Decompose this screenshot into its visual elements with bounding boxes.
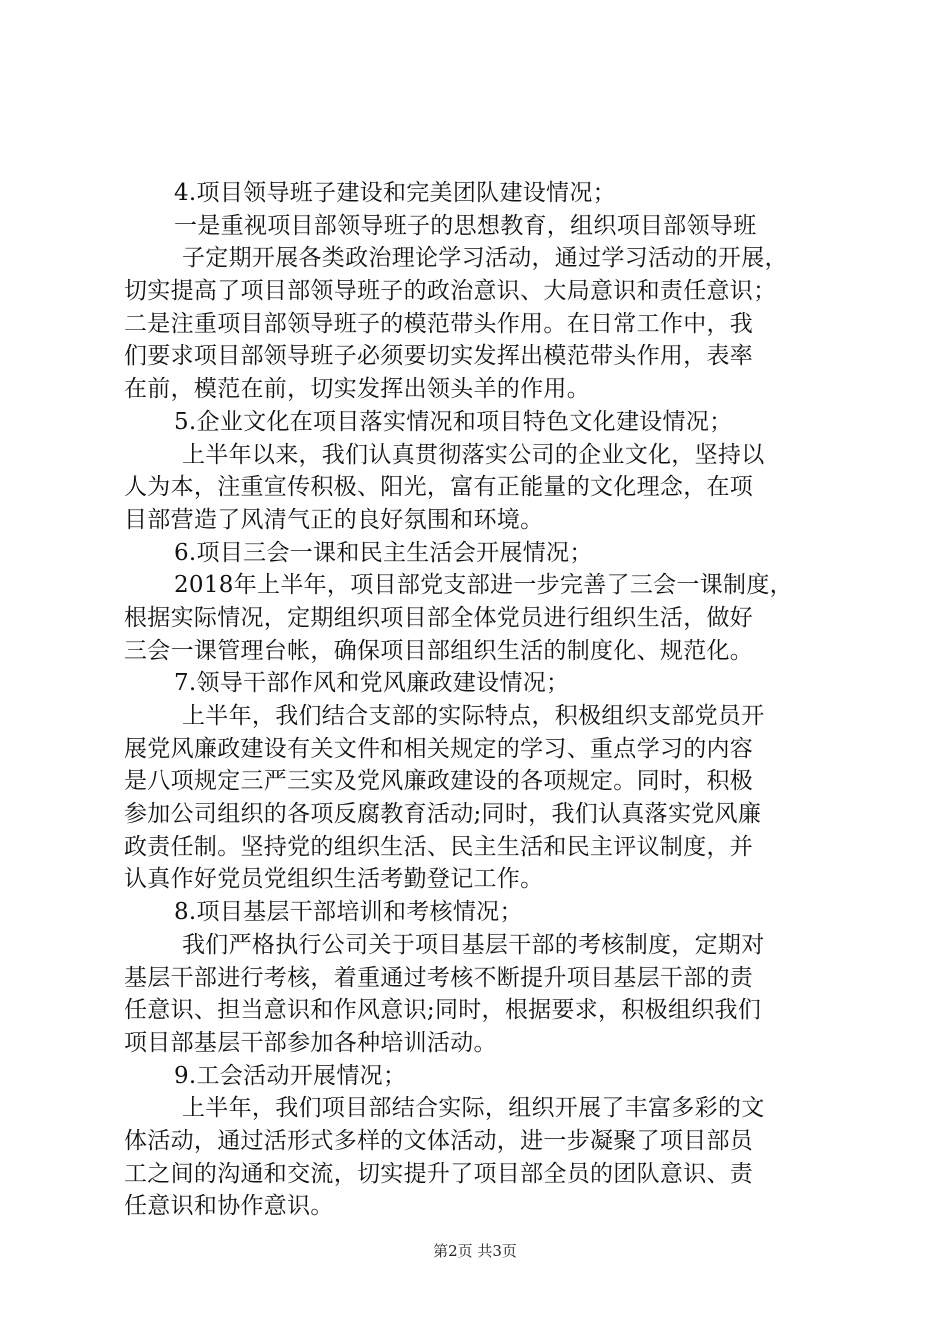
text-line: 目部营造了风清气正的良好氛围和环境。 <box>124 506 544 533</box>
text-line: 展党风廉政建设有关文件和相关规定的学习、重点学习的内容 <box>124 735 754 762</box>
text-line: 项目部基层干部参加各种培训活动。 <box>124 1029 497 1056</box>
text-line: 参加公司组织的各项反腐教育活动;同时，我们认真落实党风廉 <box>124 801 762 828</box>
text-line: 2018年上半年，项目部党支部进一步完善了三会一课制度， <box>174 572 793 599</box>
text-line: 们要求项目部领导班子必须要切实发挥出模范带头作用，表率 <box>124 343 754 370</box>
text-line: 9.工会活动开展情况； <box>174 1062 407 1089</box>
text-line: 7.领导干部作风和党风廉政建设情况； <box>174 670 570 697</box>
text-line: 在前，模范在前，切实发挥出领头羊的作用。 <box>124 376 590 403</box>
text-line: 一是重视项目部领导班子的思想教育，组织项目部领导班 <box>174 212 757 239</box>
text-line: 上半年以来，我们认真贯彻落实公司的企业文化，坚持以 <box>182 441 765 468</box>
text-line: 根据实际情况，定期组织项目部全体党员进行组织生活，做好 <box>124 604 754 631</box>
text-line: 子定期开展各类政治理论学习活动，通过学习活动的开展， <box>182 245 788 272</box>
text-line: 体活动，通过活形式多样的文体活动，进一步凝聚了项目部员 <box>124 1127 754 1154</box>
text-line: 6.项目三会一课和民主生活会开展情况； <box>174 539 593 566</box>
page-footer: 第2页 共3页 <box>433 1242 517 1260</box>
text-line: 任意识和协作意识。 <box>124 1193 334 1220</box>
text-line: 5.企业文化在项目落实情况和项目特色文化建设情况； <box>174 408 733 435</box>
text-line: 政责任制。坚持党的组织生活、民主生活和民主评议制度，并 <box>124 833 754 860</box>
text-line: 人为本，注重宣传积极、阳光，富有正能量的文化理念，在项 <box>124 474 754 501</box>
text-line: 三会一课管理台帐，确保项目部组织生活的制度化、规范化。 <box>124 637 754 664</box>
document-body <box>124 177 840 1223</box>
text-line: 8.项目基层干部培训和考核情况； <box>174 899 523 926</box>
text-line: 基层干部进行考核，着重通过考核不断提升项目基层干部的责 <box>124 964 754 991</box>
text-line: 工之间的沟通和交流，切实提升了项目部全员的团队意识、责 <box>124 1160 754 1187</box>
text-line: 切实提高了项目部领导班子的政治意识、大局意识和责任意识； <box>124 278 777 305</box>
text-line: 上半年，我们结合支部的实际特点，积极组织支部党员开 <box>182 703 765 729</box>
text-line: 上半年，我们项目部结合实际，组织开展了丰富多彩的文 <box>182 1095 765 1122</box>
text-line: 认真作好党员党组织生活考勤登记工作。 <box>124 866 544 893</box>
text-line: 是八项规定三严三实及党风廉政建设的各项规定。同时，积极 <box>124 768 754 795</box>
text-line: 二是注重项目部领导班子的模范带头作用。在日常工作中，我 <box>124 310 754 337</box>
text-line: 任意识、担当意识和作风意识;同时，根据要求，积极组织我们 <box>124 997 762 1024</box>
text-line: 4.项目领导班子建设和完美团队建设情况； <box>174 180 616 206</box>
text-line: 我们严格执行公司关于项目基层干部的考核制度，定期对 <box>182 931 765 958</box>
